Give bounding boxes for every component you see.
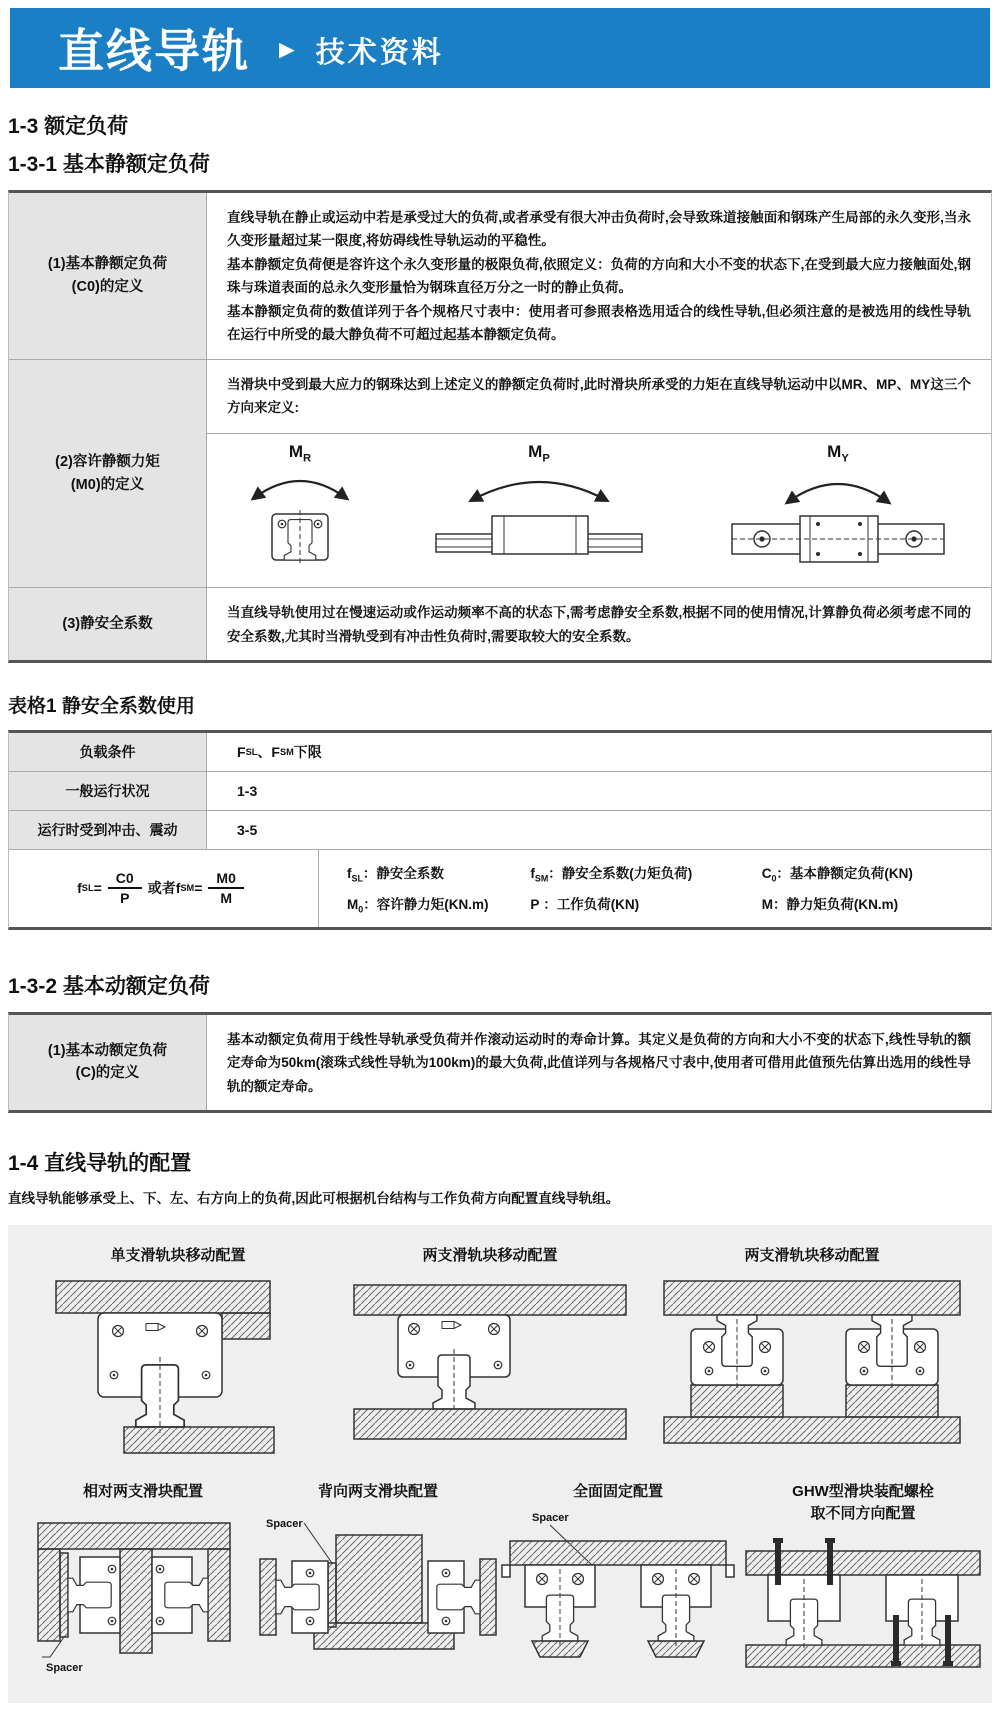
configuration-diagram-panel (8, 1225, 992, 1703)
legend-item: $f_{SL}$：静安全系数 (347, 866, 444, 884)
row-label: (3)静安全系数 (9, 588, 207, 660)
static-load-definition-table (8, 190, 992, 663)
moment-label-mp: $M_P$ (528, 441, 550, 465)
cell-value: 3-5 (207, 811, 991, 849)
moment-text (207, 360, 991, 434)
definition-text (207, 193, 991, 359)
banner-arrow-icon: ► (274, 33, 300, 64)
table-row-header (9, 733, 991, 771)
table-row-normal-operation: 一般运行状况 1-3 (9, 771, 991, 810)
mp-pitch-diagram (424, 458, 654, 573)
diagram-caption: 相对两支滑块配置 (82, 1483, 203, 1501)
moment-diagrams (207, 434, 991, 587)
table-row-static-safety (9, 587, 991, 660)
moment-figure-mp (424, 442, 654, 573)
legend-item: $C_0$：基本静额定负荷(KN) (761, 866, 913, 884)
page-banner (10, 8, 990, 88)
catalog-page (0, 8, 1000, 1715)
diagram-ghw-bolt-direction-config (738, 1473, 988, 1677)
row-label: (1)基本动额定负荷 (C)的定义 (9, 1015, 207, 1110)
definition-text (207, 588, 991, 660)
diagram-caption: 两支滑轨块移动配置 (744, 1247, 880, 1265)
banner-subtitle: 技术资料 (315, 36, 444, 69)
diagram-opposed-sliders-config (28, 1473, 258, 1677)
paragraph: 基本静额定负荷的数值详列于各个规格尺寸表中：使用者可参照表格选用适合的线性导轨,但必须注意的是被选用的线性导轨在运行中所受的最大静负荷不可超过起基本静额定负荷。 (227, 303, 971, 343)
diagram-fully-fixed-config (498, 1473, 738, 1677)
diagram-single-slider-config (28, 1237, 328, 1459)
paragraph: 直线导轨在静止或运动中若是承受过大的负荷,或者承受有很大冲击负荷时,会导致珠道接触面和钢珠产生局部的永久变形,当永久变形量超过某一限度,将妨碍线性导轨运动的平稳性。 (227, 210, 971, 249)
fraction-m0-m: $\frac{M0}{M}$ (208, 870, 243, 906)
row-label-line2: (C0)的定义 (71, 278, 144, 295)
paragraph: 当滑块中受到最大应力的钢珠达到上述定义的静额定负荷时,此时滑块所承受的力矩在直线导轨运动中以MR、MP、MY这三个方向来定义: (227, 376, 971, 416)
definition-text (207, 1015, 991, 1110)
row-label-line1: (2)容许静额力矩 (55, 454, 160, 471)
moment-definition-cell (207, 360, 991, 587)
row-label-line2: (M0)的定义 (70, 476, 145, 493)
moment-figure-mr (240, 442, 360, 573)
fraction-c0-p: $\frac{C0}{P}$ (108, 870, 142, 906)
banner-title: 直线导轨 (58, 25, 250, 77)
diagram-two-slider-config-a (340, 1237, 640, 1459)
table1-title: 表格1 静安全系数使用 (8, 696, 195, 718)
table-row-dynamic-definition (9, 1015, 991, 1110)
spacer-label: Spacer (266, 1518, 303, 1531)
my-yaw-diagram (718, 458, 958, 573)
paragraph: 基本动额定负荷用于线性导轨承受负荷并作滚动运动时的寿命计算。其定义是负荷的方向和大小不变的状态下,线性导轨的额定寿命为50km(滚珠式线性导轨为100km)的最大负荷,此值详列与各规格尺寸表中,使用者可借用此值预先估算出选用的线性导轨的额定寿命。 (227, 1031, 971, 1094)
table-row-static-moment (9, 359, 991, 587)
row-label (9, 193, 207, 359)
diagram-caption: 单支滑轨块移动配置 (110, 1247, 246, 1265)
column-header-load-condition: 负载条件 (9, 733, 207, 771)
heading-1-3-1: 1-3-1 基本静额定负荷 (8, 153, 210, 176)
moment-label-mr: $M_R$ (288, 441, 312, 465)
diagram-two-slider-config-b (652, 1237, 972, 1459)
column-header-limits: F SL 、 F SM 下限 (207, 733, 991, 771)
diagram-back-to-back-sliders-config (258, 1473, 498, 1677)
moment-figure-my (718, 442, 958, 573)
table-row-formula (9, 849, 991, 926)
safety-factor-table (8, 730, 992, 929)
formula-legend (319, 850, 991, 926)
row-label-line1: (1)基本静额定负荷 (47, 256, 168, 273)
moment-label-my: $M_Y$ (827, 441, 849, 465)
row-label (9, 360, 207, 587)
diagram-caption: 全面固定配置 (572, 1483, 663, 1501)
cell-value: 1-3 (207, 772, 991, 810)
diagram-row-2 (28, 1473, 972, 1677)
ghw-bolt-direction-drawing (738, 1527, 988, 1677)
diagram-caption-ghw: GHW型滑块装配螺栓 取不同方向配置 (792, 1483, 934, 1522)
legend-item: M：静力矩负荷(KN.m) (761, 896, 899, 912)
single-slider-drawing (28, 1269, 328, 1459)
diagram-caption: 两支滑轨块移动配置 (422, 1247, 558, 1265)
dynamic-load-definition-table (8, 1012, 992, 1113)
legend-item: $M_0$：容许静力矩(KN.m) (347, 896, 489, 915)
two-slider-a-drawing (340, 1269, 640, 1459)
legend-item: $f_{SM}$：静安全系数(力矩负荷) (530, 866, 693, 884)
spacer-label: Spacer (532, 1512, 569, 1525)
spacer-label: Spacer (46, 1662, 83, 1675)
paragraph: 当直线导轨使用过在慢速运动或作运动频率不高的状态下,需考虑静安全系数,根据不同的使用情况,计算静负荷必须考虑不同的安全系数,尤其时当滑轨受到有冲击性负荷时,需要取较大的安全系数。 (227, 605, 971, 644)
table-row-impact-vibration: 运行时受到冲击、震动 3-5 (9, 810, 991, 849)
legend-item: P ：工作负荷(KN) (530, 896, 640, 912)
safety-factor-formula: f SL = $\frac{C0}{P}$ 或者 f SM = $\frac{M0}{M}$ (9, 850, 319, 926)
table-row-static-definition (9, 193, 991, 359)
diagram-caption: 背向两支滑块配置 (317, 1483, 438, 1501)
heading-1-4: 1-4 直线导轨的配置 (8, 1152, 192, 1176)
mr-roll-diagram (240, 458, 360, 573)
heading-1-3: 1-3 额定负荷 (8, 115, 129, 138)
two-slider-b-drawing (652, 1269, 972, 1459)
heading-1-3-2: 1-3-2 基本动额定负荷 (8, 974, 210, 998)
configuration-intro: 直线导轨能够承受上、下、左、右方向上的负荷,因此可根据机台结构与工作负荷方向配置直线导轨组。 (8, 1191, 620, 1207)
paragraph: 基本静额定负荷便是容许这个永久变形量的极限负荷,依照定义：负荷的方向和大小不变的状态下,在受到最大应力接触面处,钢珠与珠道表面的总永久变形量恰为钢珠直径万分之一时的静止负荷。 (227, 256, 971, 296)
diagram-row-1 (28, 1237, 972, 1459)
